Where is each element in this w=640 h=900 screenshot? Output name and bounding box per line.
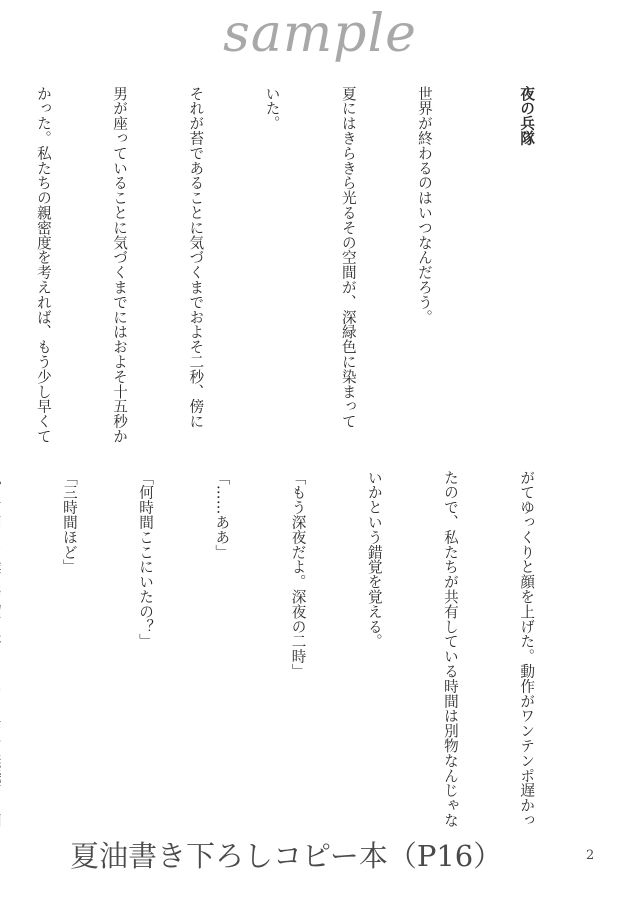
page-number: 2 [586, 848, 595, 863]
sample-watermark: sample [223, 4, 417, 64]
text-line: いた。 [263, 86, 281, 131]
chapter-title: 夜の兵隊 [518, 86, 536, 146]
text-line: 「何時間ここにいたの？」 [137, 470, 155, 649]
upper-text-block [0, 86, 590, 458]
text-line: 「三時間ほど」 [60, 470, 78, 575]
text-line: かった。私たちの親密度を考えれば、もう少し早くて [34, 86, 52, 444]
footer-caption: 夏油書き下ろしコピー本（P16） [70, 839, 503, 873]
text-line: 「……ああ」 [213, 470, 231, 560]
text-line: それが苔であることに気づくまでおよそ二秒、傍に [187, 86, 205, 429]
text-line: 「もう深夜だよ。深夜の二時」 [289, 470, 307, 679]
text-line: いかという錯覚を覚える。 [365, 470, 383, 649]
text-line: 世界が終わるのはいつなんだろう。 [415, 86, 433, 325]
text-line: たので、私たちが共有している時間は別物なんじゃな [441, 470, 459, 828]
text-line: 男が座っていることに気づくまでにはおよそ十五秒か [111, 86, 129, 444]
lower-text-block [0, 470, 590, 830]
text-line [0, 470, 6, 830]
text-line: 夏にはきらきら光るその空間が、深緑色に染まって [339, 86, 357, 429]
text-line: がてゆっくりと顔を上げた。動作がワンテンポ遅かっ [518, 470, 536, 828]
